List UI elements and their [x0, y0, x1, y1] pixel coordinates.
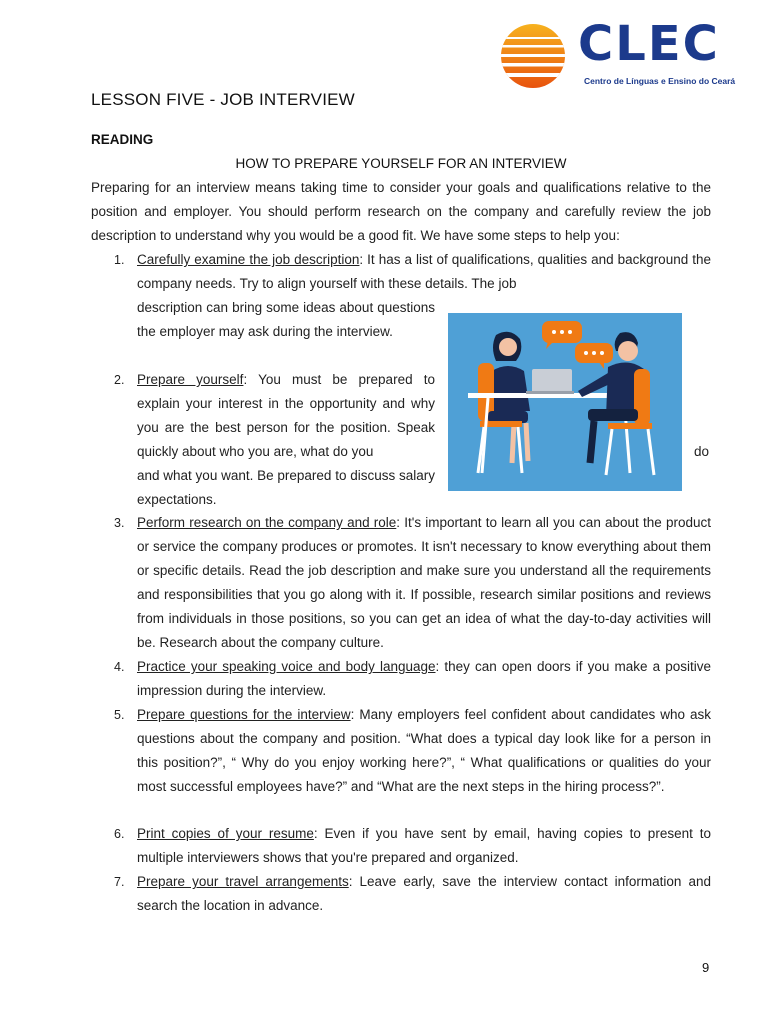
step-text-continued: description can bring some ideas about questions the employer may ask during the interview. [137, 300, 435, 339]
step-title: Practice your speaking voice and body language [137, 659, 436, 674]
logo-tagline: Centro de Línguas e Ensino do Ceará [584, 76, 736, 86]
step-text: : It's important to learn all you can about the product or service the company produces or promotes. It isn't necessary to know everything about them or specific details. Read the job description and make sure you understand all the requirements and responsibilities that you go along with it. If possible, research similar positions and reviews from individuals in those positions, so you can get an idea of what the day-to-day activities will be. Research about the company culture. [137, 515, 711, 650]
intro-paragraph: Preparing for an interview means taking time to consider your goals and qualifications relative to the position and employer. You should perform research on the company and carefully review the job description to understand why you would be a good fit. We have some steps to help you: [91, 180, 711, 243]
reading-heading: HOW TO PREPARE YOURSELF FOR AN INTERVIEW [235, 156, 567, 171]
list-number: 4. [114, 660, 125, 674]
job-interview-illustration [448, 313, 682, 491]
clec-logo [500, 18, 736, 92]
logo-brand-text: CLEC [578, 16, 720, 72]
step-text: : they can open doors if you make a positive impression during the interview. [137, 659, 711, 698]
step-text: : You must be prepared to explain your interest in the opportunity and why you are the best person for the position. Speak quickly about who you are, what do you [137, 372, 435, 459]
step-title: Prepare questions for the interview [137, 707, 351, 722]
list-number: 2. [114, 373, 125, 387]
step-title: Print copies of your resume [137, 826, 314, 841]
list-number: 7. [114, 875, 125, 889]
page-number: 9 [702, 960, 710, 975]
list-number: 1. [114, 253, 125, 267]
lesson-title: LESSON FIVE - JOB INTERVIEW [91, 90, 355, 109]
step-title: Prepare yourself [137, 372, 244, 387]
section-label: READING [91, 132, 154, 147]
step-text: : It has a list of qualifications, qualities and background the company needs. Try to align yourself with these details. The job [137, 252, 711, 291]
step-text: : Even if you have sent by email, having copies to present to multiple interviewers shows that you're prepared and organized. [137, 826, 711, 865]
step-text-continued: and what you want. Be prepared to discuss salary expectations. [137, 468, 435, 507]
step-text: : Leave early, save the interview contact information and search the location in advance. [137, 874, 711, 913]
step-text: : Many employers feel confident about candidates who ask questions about the company and position. “What does a typical day look like for a person in this position?”, “ Why do you enjoy working here?”, “ What qualifications or qualities do your most successful employees have?” and “What are the next steps in the hiring process?”. [137, 707, 711, 794]
step-title: Perform research on the company and role [137, 515, 397, 530]
list-number: 5. [114, 708, 125, 722]
list-number: 3. [114, 516, 125, 530]
list-number: 6. [114, 827, 125, 841]
step-title: Prepare your travel arrangements [137, 874, 349, 889]
step-title: Carefully examine the job description [137, 252, 360, 267]
sun-logo-icon [500, 23, 566, 89]
wrapped-word: do [694, 444, 710, 459]
